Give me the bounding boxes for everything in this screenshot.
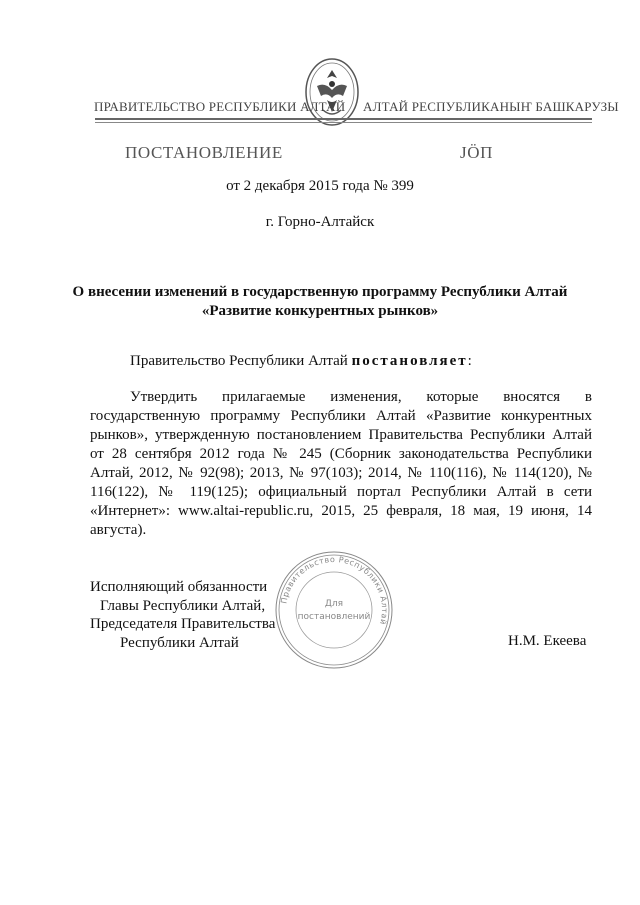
title-line-1: О внесении изменений в государственную программу Республики Алтай bbox=[72, 284, 568, 300]
government-name-russian: ПРАВИТЕЛЬСТВО РЕСПУБЛИКИ АЛТАЙ bbox=[94, 99, 346, 114]
signature-block bbox=[90, 578, 275, 652]
signature-line-4: Республики Алтай bbox=[120, 634, 239, 651]
official-stamp bbox=[272, 548, 396, 672]
document-title bbox=[0, 283, 640, 321]
stamp-center-line-1: Для bbox=[324, 599, 344, 609]
government-name-altai: АЛТАЙ РЕСПУБЛИКАНЫҤ БАШКАРУЗЫ bbox=[363, 99, 619, 114]
signatory-name: Н.М. Екеева bbox=[508, 633, 587, 649]
lead-action: постановляет bbox=[351, 353, 468, 369]
document-type: ПОСТАНОВЛЕНИЕ bbox=[125, 143, 283, 162]
lead-prefix: Правительство Республики Алтай bbox=[130, 353, 352, 369]
body-paragraph: Утвердить прилагаемые изменения, которые вносятся в государственную программу Республики Алтай «Развитие конкурентных рынков», утвержденную постановлением Правительства Республики Алтай от 28 сентября 2012 года № 245 (Сборник законодательства Республики Алтай, 2012, № 92(98); 2013, № 97(103); 2014, № 110(116), № 114(120), № 116(122), № 119(125); официальный портал Республики Алтай в сети «Интернет»: www.altai-republic.ru, 2015, 25 февраля, 18 мая, 19 июня, 14 августа). bbox=[90, 389, 592, 538]
header-rule-thin bbox=[95, 122, 592, 123]
lead-sentence bbox=[130, 352, 472, 371]
lead-suffix: : bbox=[467, 353, 472, 369]
stamp-center-line-2: постановлений bbox=[297, 612, 371, 622]
date-line: от 2 декабря 2015 года № 399 bbox=[226, 178, 414, 194]
header-rule bbox=[95, 118, 592, 120]
signature-line-1: Исполняющий обязанности bbox=[90, 579, 268, 595]
signature-line-2: Главы Республики Алтай, bbox=[100, 597, 266, 614]
city-line: г. Горно-Алтайск bbox=[265, 214, 375, 230]
document-type-altai: JӦП bbox=[460, 143, 493, 162]
signature-line-3: Председателя Правительства bbox=[90, 616, 276, 632]
title-line-2: «Развитие конкурентных рынков» bbox=[201, 303, 439, 319]
stamp-ring-text: Правительство Республики Алтай bbox=[279, 554, 390, 626]
